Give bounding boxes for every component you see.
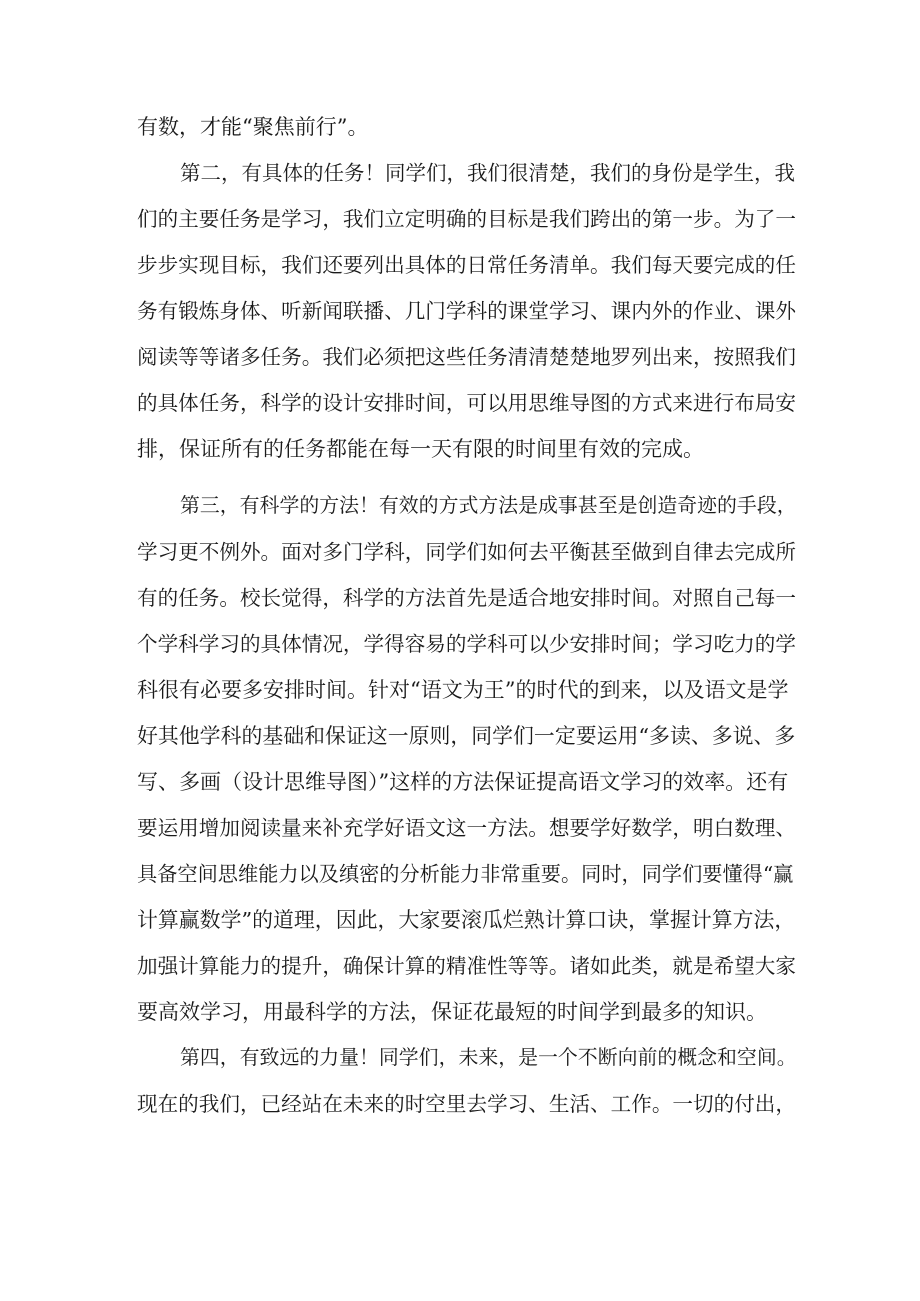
- text-line: 具备空间思维能力以及缜密的分析能力非常重要。同时，同学们要懂得“赢: [137, 862, 794, 886]
- text-line: 要运用增加阅读量来补充学好语文这一方法。想要学好数学，明白数理、: [137, 816, 796, 840]
- text-line: 们的主要任务是学习，我们立定明确的目标是我们跨出的第一步。为了一: [137, 207, 796, 231]
- text-line: 好其他学科的基础和保证这一原则，同学们一定要运用“多读、多说、多: [137, 724, 796, 748]
- paragraph-first-line: 第三，有科学的方法！有效的方式方法是成事甚至是创造奇迹的手段，: [180, 494, 797, 517]
- text-line: 现在的我们，已经站在未来的时空里去学习、生活、工作。一切的付出，: [137, 1092, 796, 1116]
- text-line: 学习更不例外。面对多门学科，同学们如何去平衡甚至做到自律去完成所: [137, 540, 796, 564]
- paragraph-first-line: 第二，有具体的任务！同学们，我们很清楚，我们的身份是学生，我: [180, 161, 795, 185]
- text-line: 加强计算能力的提升，确保计算的精准性等等。诸如此类，就是希望大家: [137, 954, 796, 978]
- text-line: 步步实现目标，我们还要列出具体的日常任务清单。我们每天要完成的任: [137, 253, 796, 277]
- text-line: 的具体任务，科学的设计安排时间，可以用思维导图的方式来进行布局安: [137, 391, 796, 415]
- text-line: 有的任务。校长觉得，科学的方法首先是适合地安排时间。对照自己每一: [137, 586, 796, 610]
- text-line: 排，保证所有的任务都能在每一天有限的时间里有效的完成。: [137, 437, 704, 461]
- text-line: 有数，才能“聚焦前行”。: [137, 115, 369, 139]
- text-line: 务有锻炼身体、听新闻联播、几门学科的课堂学习、课内外的作业、课外: [137, 299, 796, 323]
- text-line: 写、多画（设计思维导图）”这样的方法保证提高语文学习的效率。还有: [137, 770, 789, 794]
- text-line: 科很有必要多安排时间。针对“语文为王”的时代的到来，以及语文是学: [137, 678, 789, 702]
- text-line: 要高效学习，用最科学的方法，保证花最短的时间学到最多的知识。: [137, 1000, 767, 1024]
- paragraph-first-line: 第四，有致远的力量！同学们，未来，是一个不断向前的概念和空间。: [180, 1046, 797, 1069]
- text-line: 阅读等等诸多任务。我们必须把这些任务清清楚楚地罗列出来，按照我们: [137, 345, 796, 369]
- text-line: 个学科学习的具体情况，学得容易的学科可以少安排时间；学习吃力的学: [137, 632, 796, 656]
- text-line: 计算赢数学”的道理，因此，大家要滚瓜烂熟计算口诀，掌握计算方法，: [137, 908, 796, 932]
